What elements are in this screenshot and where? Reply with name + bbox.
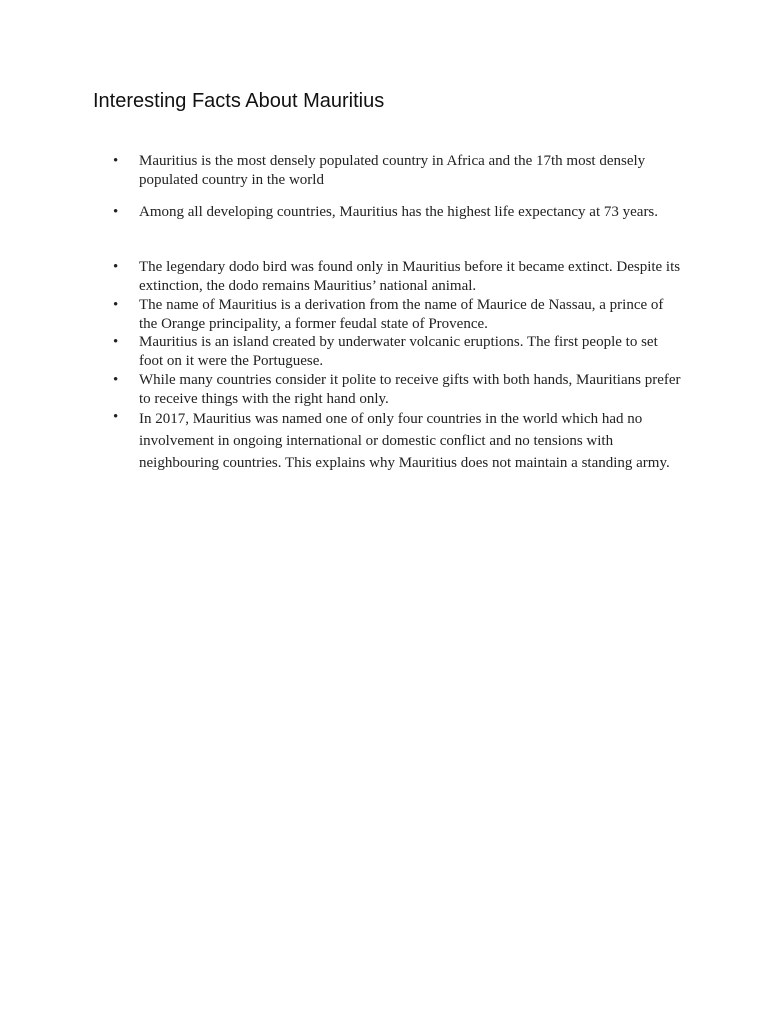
fact-list-item xyxy=(113,408,683,474)
fact-list-item xyxy=(113,258,683,295)
fact-text: The name of Mauritius is a derivation from the name of Maurice de Nassau, a prince of the Orange principality, a former feudal state of Provence. xyxy=(139,297,664,332)
fact-text: Mauritius is an island created by underwater volcanic eruptions. The first people to set foot on it were the Portuguese. xyxy=(139,334,658,369)
fact-list-item xyxy=(113,296,683,333)
bullet-icon: • xyxy=(113,259,119,275)
document-title: Interesting Facts About Mauritius xyxy=(93,90,385,112)
fact-list-item xyxy=(113,371,683,408)
fact-list-item xyxy=(113,333,683,370)
bullet-icon: • xyxy=(113,204,119,220)
fact-text: In 2017, Mauritius was named one of only four countries in the world which had no involvement in ongoing international or domestic conflict and no tensions with neighbouring countries. This explains why Mauritius does not maintain a standing army. xyxy=(139,411,670,471)
fact-list-item xyxy=(113,203,683,222)
bullet-icon: • xyxy=(113,409,119,425)
fact-text: While many countries consider it polite to receive gifts with both hands, Mauritians prefer to receive things with the right hand only. xyxy=(139,372,681,407)
bullet-icon: • xyxy=(113,372,119,388)
fact-list-item xyxy=(113,152,683,189)
bullet-icon: • xyxy=(113,297,119,313)
bullet-icon: • xyxy=(113,153,119,169)
fact-text: The legendary dodo bird was found only in Mauritius before it became extinct. Despite its extinction, the dodo remains Mauritius’ national animal. xyxy=(139,259,681,294)
fact-text: Among all developing countries, Mauritius has the highest life expectancy at 73 years. xyxy=(139,204,659,220)
fact-text: Mauritius is the most densely populated country in Africa and the 17th most densely populated country in the world xyxy=(139,153,646,188)
bullet-icon: • xyxy=(113,334,119,350)
